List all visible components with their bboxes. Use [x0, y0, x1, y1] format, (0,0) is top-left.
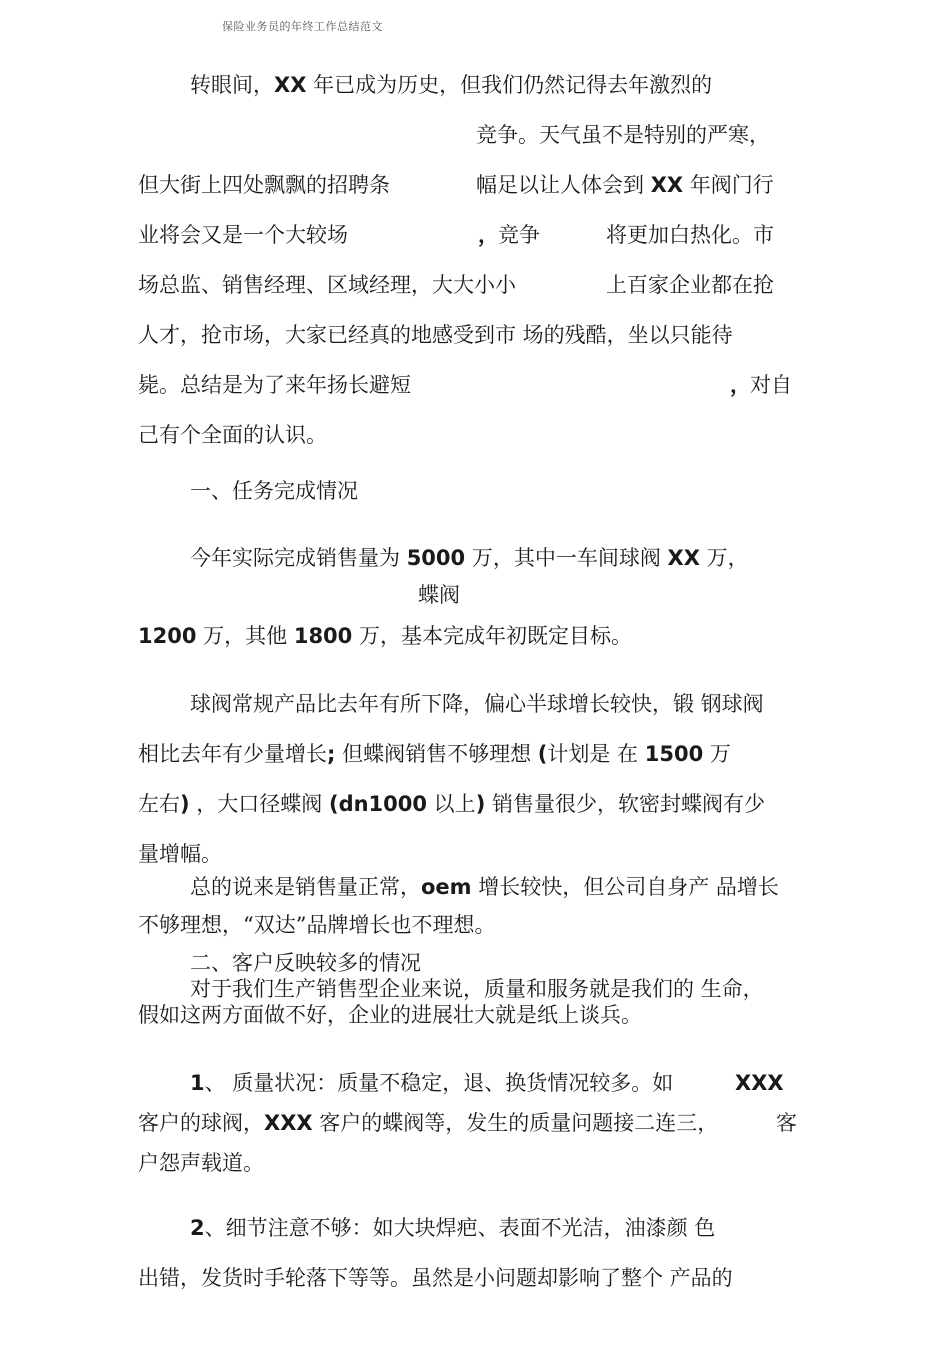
section-2-para-1-line-1: 对于我们生产销售型企业来说，质量和服务就是我们的 生命，: [190, 977, 764, 1001]
section-1-para-1-line-1: 今年实际完成销售量为 5000 万，其中一车间球阀 XX 万，: [190, 546, 749, 570]
section-2-para-1-line-2: 假如这两方面做不好，企业的进展壮大就是纸上谈兵。: [138, 1003, 642, 1027]
intro-line-7a: 毙。总结是为了来年扬长避短: [138, 373, 411, 397]
intro-line-2: 竞争。天气虽不是特别的严寒，: [476, 123, 770, 147]
section-1-para-2-line-2: 相比去年有少量增长; 但蝶阀销售不够理想 (计划是 在 1500 万: [138, 742, 731, 766]
intro-line-3b: 幅足以让人体会到 XX 年阀门行: [476, 173, 774, 197]
intro-line-1: 转眼间，XX 年已成为历史，但我们仍然记得去年激烈的: [190, 73, 713, 97]
intro-line-7c: 对自: [750, 373, 792, 397]
intro-line-4a: 业将会又是一个大较场: [138, 223, 348, 247]
section-1-para-3-line-1: 总的说来是销售量正常，oem 增长较快，但公司自身产 品增长: [190, 875, 779, 899]
intro-line-5a: 场总监、销售经理、区域经理，大大小小: [138, 273, 516, 297]
section-2-item-1-line-1: 1、 质量状况：质量不稳定，退、换货情况较多。如: [190, 1071, 674, 1095]
intro-line-8: 己有个全面的认识。: [138, 423, 327, 447]
intro-line-5b: 上百家企业都在抢: [606, 273, 774, 297]
document-header: 保险业务员的年终工作总结范文: [222, 20, 383, 33]
intro-line-4c: 竞争: [498, 223, 540, 247]
section-2-item-1-line-2-end: 客: [776, 1111, 797, 1135]
section-2-item-2-line-2: 出错，发货时手轮落下等等。虽然是小问题却影响了整个 产品的: [138, 1266, 733, 1290]
intro-line-4d: 将更加白热化。市: [606, 223, 774, 247]
section-2-item-2-line-1: 2、细节注意不够：如大块焊疤、表面不光洁，油漆颜 色: [190, 1216, 716, 1240]
section-1-para-3-line-2: 不够理想，“双达”品牌增长也不理想。: [138, 913, 496, 937]
section-1-para-2-line-4: 量增幅。: [138, 842, 222, 866]
section-1-para-2-line-3: 左右) ，大口径蝶阀 (dn1000 以上) 销售量很少，软密封蝶阀有少: [138, 792, 765, 816]
section-1-heading: 一、任务完成情况: [190, 479, 358, 503]
section-1-para-2-line-1: 球阀常规产品比去年有所下降，偏心半球增长较快，锻 钢球阀: [190, 692, 764, 716]
section-1-para-1-line-2: 1200 万，其他 1800 万，基本完成年初既定目标。: [138, 624, 632, 648]
intro-line-6: 人才，抢市场，大家已经真的地感受到市 场的残酷，坐以只能待: [138, 323, 733, 347]
section-2-item-1-line-3: 户怨声载道。: [138, 1151, 264, 1175]
section-1-para-1-butterfly: 蝶阀: [418, 583, 460, 607]
intro-line-7-comma: ，: [730, 373, 751, 397]
section-2-heading: 二、客户反映较多的情况: [190, 951, 421, 975]
section-2-item-1-line-2: 客户的球阀，XXX 客户的蝶阀等，发生的质量问题接二连三，: [138, 1111, 719, 1135]
intro-line-3a: 但大街上四处飘飘的招聘条: [138, 173, 390, 197]
section-2-item-1-xxx: XXX: [735, 1071, 784, 1095]
intro-line-4-comma: ，: [478, 223, 499, 247]
